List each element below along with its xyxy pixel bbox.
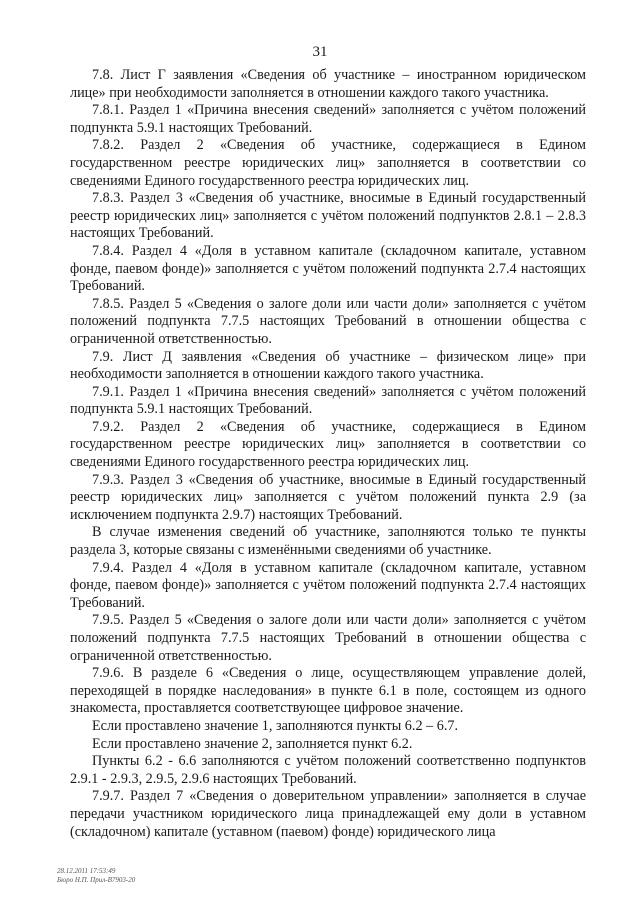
paragraph-value-2: Если проставлено значение 2, заполняется пункт 6.2. <box>92 735 413 752</box>
footer-timestamp: 28.12.2011 17:53:49 <box>57 867 116 875</box>
paragraph-7-9-1: 7.9.1. Раздел 1 «Причина внесения сведений» заполняется с учётом положений подпункта 5.9.1 настоящих Требований. <box>70 383 586 418</box>
paragraph-7-9-3-note: В случае изменения сведений об участнике, заполняются только те пункты раздела 3, которые связаны с изменёнными сведениями об участнике. <box>70 524 586 559</box>
paragraph-7-8: 7.8. Лист Г заявления «Сведения об участнике – иностранном юридическом лице» при необходимости заполняется в отношении каждого такого участника. <box>70 67 586 101</box>
paragraph-7-9-6: 7.9.6. В разделе 6 «Сведения о лице, осуществляющем управление долей, переходящей в порядке наследования» в пункте 6.1 в поле, состоящем из одного знакоместа, проставляется соответствующее цифровое значение. <box>70 665 586 717</box>
footer-stamp <box>57 867 135 885</box>
paragraph-7-9-4: 7.9.4. Раздел 4 «Доля в уставном капитале (складочном капитале, уставном фонде, паевом фонде)» заполняется с учётом положений подпункта 2.7.4 настоящих Требований. <box>70 559 586 611</box>
paragraph-7-9-7: 7.9.7. Раздел 7 «Сведения о доверительном управлении» заполняется в случае передачи участником юридического лица принадлежащей ему доли в уставном (складочном) капитале (уставном (паевом) фонде) юридического лица <box>70 788 586 840</box>
footer-reference: Бюро Н.П. Прил-В7903-20 <box>57 876 136 884</box>
paragraph-7-9: 7.9. Лист Д заявления «Сведения об участнике – физическом лице» при необходимости заполняется в отношении каждого такого участника. <box>70 348 586 383</box>
document-body <box>70 67 586 841</box>
page-number: 31 <box>312 44 328 60</box>
paragraph-7-9-5: 7.9.5. Раздел 5 «Сведения о залоге доли или части доли» заполняется с учётом положений подпункта 7.7.5 настоящих Требований в отношении общества с ограниченной ответственностью. <box>70 612 586 664</box>
paragraph-7-8-1: 7.8.1. Раздел 1 «Причина внесения сведений» заполняется с учётом положений подпункта 5.9.1 настоящих Требований. <box>70 102 586 136</box>
paragraph-7-8-4: 7.8.4. Раздел 4 «Доля в уставном капитале (складочном капитале, уставном фонде, паевом фонде)» заполняется с учётом положений подпункта 2.7.4 настоящих Требований. <box>70 242 586 295</box>
paragraph-7-8-2: 7.8.2. Раздел 2 «Сведения об участнике, содержащиеся в Едином государственном реестре юридических лиц» заполняется в соответствии со сведениями Единого государственного реестра юридических лиц. <box>70 137 586 189</box>
paragraph-points-6-2-6-6: Пункты 6.2 - 6.6 заполняются с учётом положений соответственно подпунктов 2.9.1 - 2.9.3, 2.9.5, 2.9.6 настоящих Требований. <box>70 753 586 787</box>
paragraph-7-8-3: 7.8.3. Раздел 3 «Сведения об участнике, вносимые в Единый государственный реестр юридических лиц» заполняется с учётом положений подпунктов 2.8.1 – 2.8.3 настоящих Требований. <box>70 190 586 242</box>
paragraph-7-9-3: 7.9.3. Раздел 3 «Сведения об участнике, вносимые в Единый государственный реестр юридических лиц» заполняется с учётом положений пункта 2.9 (за исключением подпункта 2.9.7) настоящих Требований. <box>70 471 586 523</box>
paragraph-7-8-5: 7.8.5. Раздел 5 «Сведения о залоге доли или части доли» заполняется с учётом положений подпункта 7.7.5 настоящих Требований в отношении общества с ограниченной ответственностью. <box>70 295 586 347</box>
paragraph-value-1: Если проставлено значение 1, заполняются пункты 6.2 – 6.7. <box>92 717 459 734</box>
paragraph-7-9-2: 7.9.2. Раздел 2 «Сведения об участнике, содержащиеся в Едином государственном реестре юридических лиц» заполняется в соответствии со сведениями Единого государственного реестра юридических лиц. <box>70 418 586 471</box>
